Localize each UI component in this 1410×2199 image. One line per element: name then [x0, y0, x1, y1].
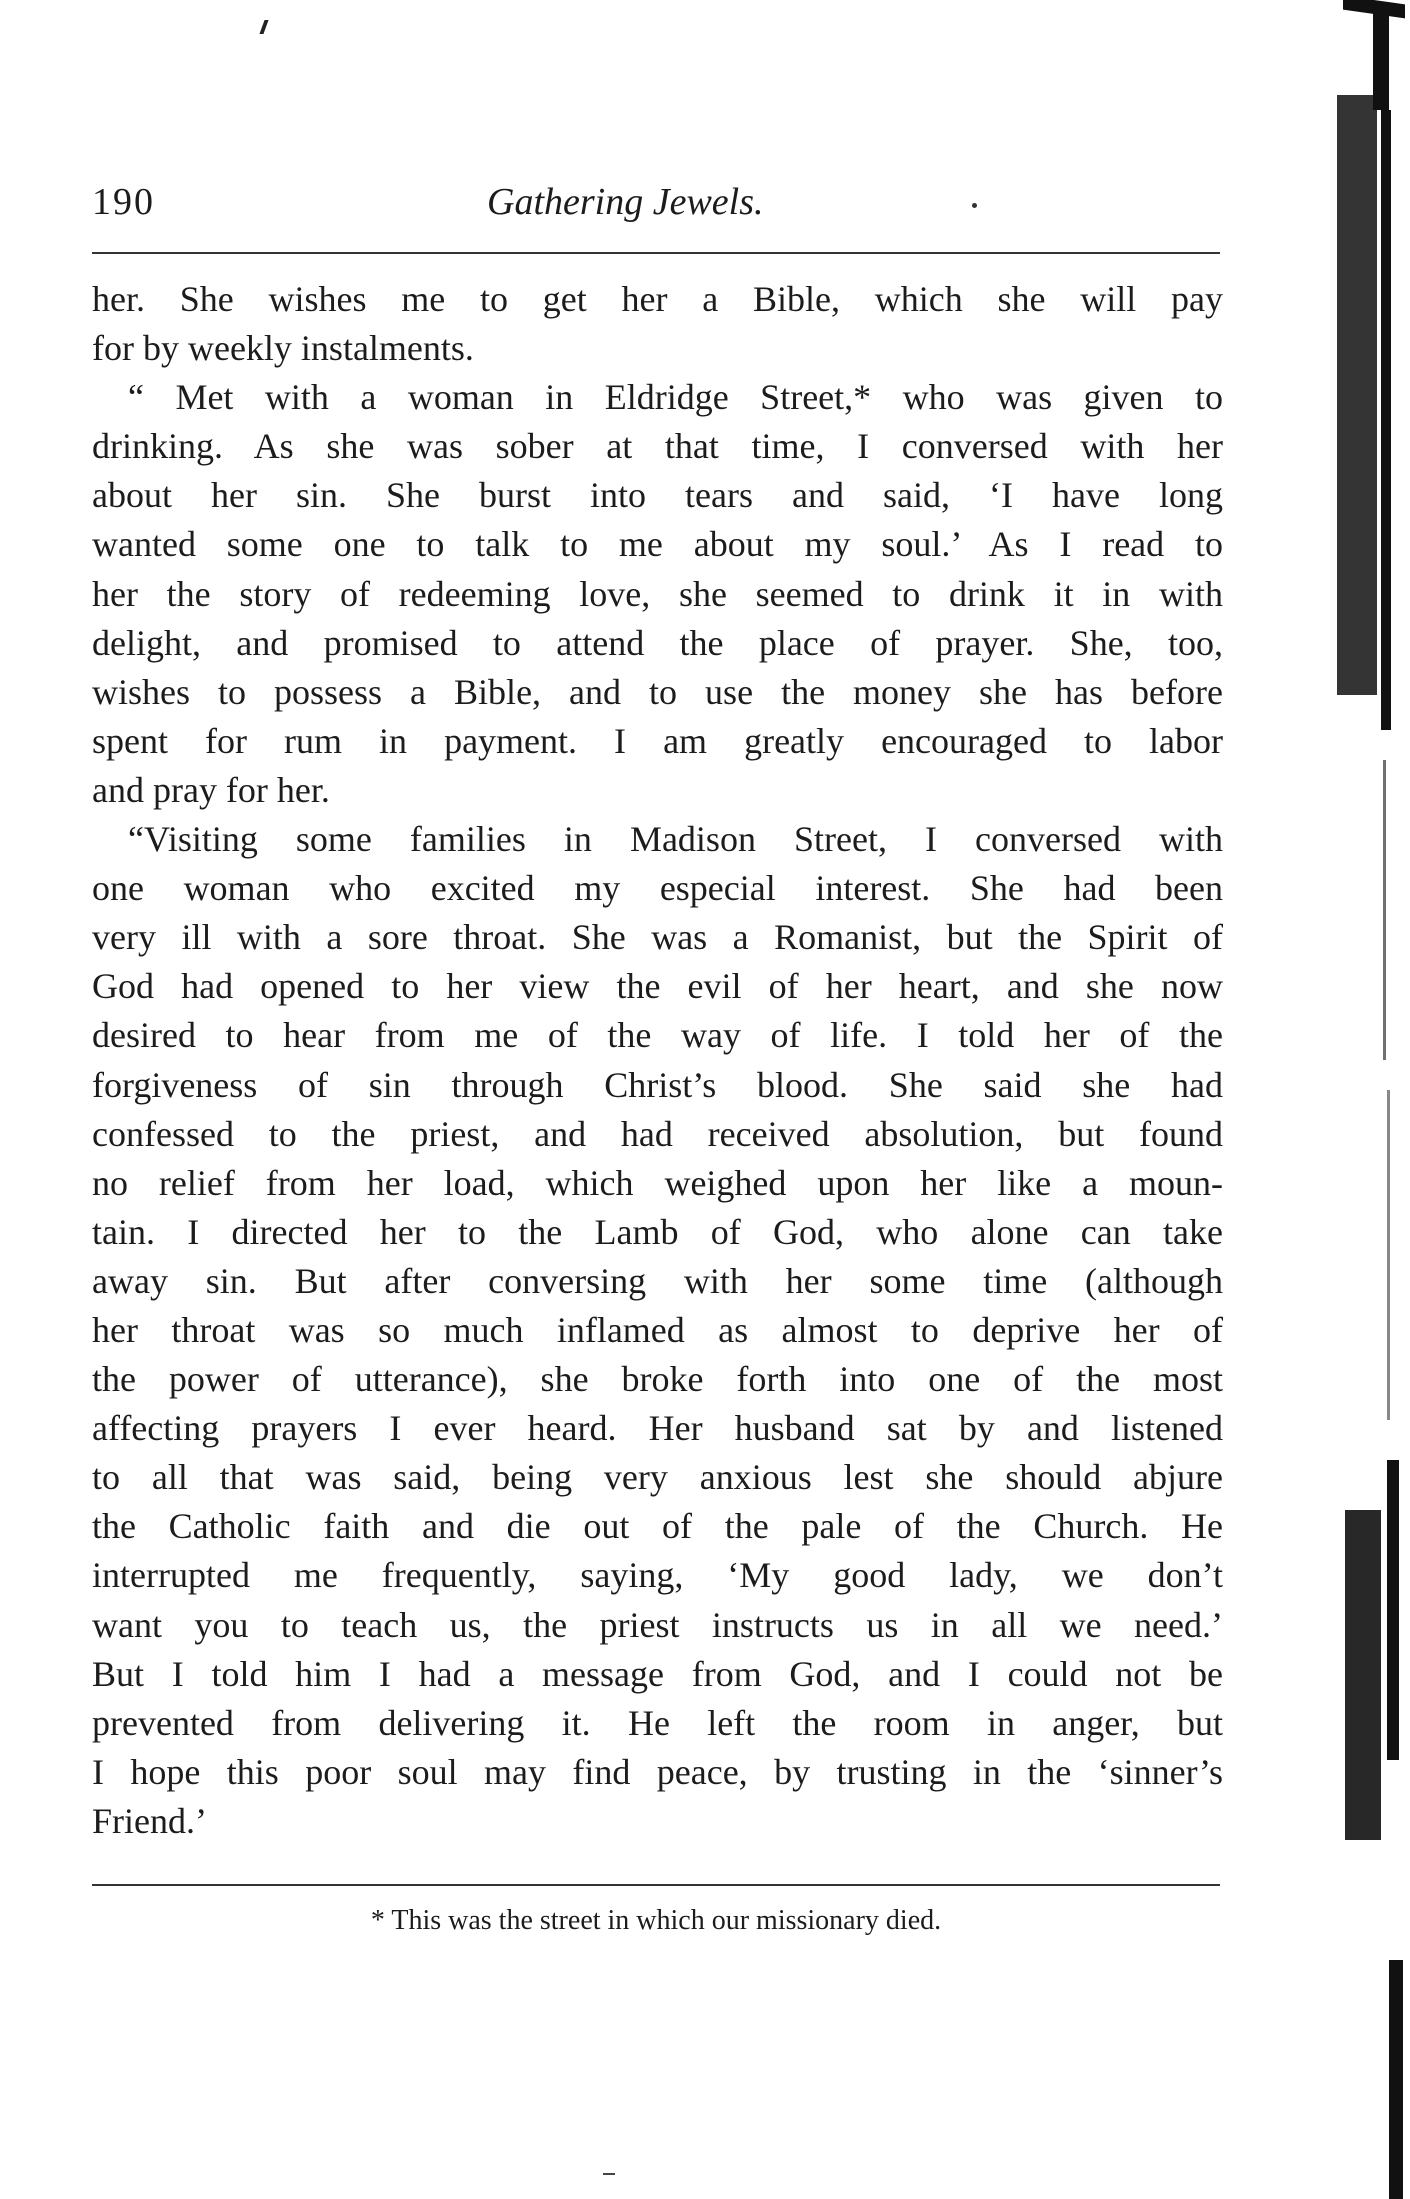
running-title: Gathering Jewels. [487, 181, 764, 223]
text-line: her the story of redeeming love, she seemed to drink it in with [92, 573, 1223, 614]
text-line: affecting prayers I ever heard. Her husband sat by and listened [92, 1408, 1223, 1449]
text-line: for by weekly instalments. [92, 328, 474, 369]
text-line: prevented from delivering it. He left the room in anger, but [92, 1702, 1223, 1743]
text-line: interrupted me frequently, saying, ‘My good lady, we don’t [92, 1555, 1223, 1596]
text-line: one woman who excited my especial interest. She had been [92, 868, 1223, 909]
text-line: God had opened to her view the evil of her heart, and she now [92, 966, 1223, 1007]
text-line: her throat was so much inflamed as almost to deprive her of [92, 1309, 1223, 1350]
text-line: “ Met with a woman in Eldridge Street,* who was given to [128, 377, 1223, 418]
text-line: very ill with a sore throat. She was a Romanist, but the Spirit of [92, 917, 1223, 958]
text-line: spent for rum in payment. I am greatly encouraged to labor [92, 720, 1223, 761]
scan-mark [259, 20, 268, 34]
page-header [92, 180, 1222, 230]
text-line: confessed to the priest, and had received absolution, but found [92, 1113, 1223, 1154]
text-line: Friend.’ [92, 1800, 207, 1841]
header-rule [92, 252, 1220, 254]
text-line: “Visiting some families in Madison Street, I conversed with [128, 819, 1223, 860]
text-line: desired to hear from me of the way of life. I told her of the [92, 1015, 1223, 1056]
text-line: to all that was said, being very anxious lest she should abjure [92, 1457, 1223, 1498]
text-line: no relief from her load, which weighed upon her like a moun- [92, 1162, 1223, 1203]
footnote-rule [92, 1884, 1220, 1886]
text-line: delight, and promised to attend the place of prayer. She, too, [92, 622, 1223, 663]
page-number: 190 [92, 181, 155, 223]
text-line: and pray for her. [92, 769, 330, 810]
text-line: the power of utterance), she broke forth into one of the most [92, 1359, 1223, 1400]
text-line: drinking. As she was sober at that time, I conversed with her [92, 426, 1223, 467]
text-line: wanted some one to talk to me about my soul.’ As I read to [92, 524, 1223, 565]
body-text [92, 275, 1223, 1846]
bottom-mark [603, 2173, 615, 2175]
header-dot [972, 203, 977, 208]
text-line: away sin. But after conversing with her some time (although [92, 1260, 1223, 1301]
binding-edge [1325, 0, 1410, 2199]
text-line: wishes to possess a Bible, and to use the money she has before [92, 671, 1223, 712]
footnote: * This was the street in which our missionary died. [370, 1905, 942, 1936]
text-line: about her sin. She burst into tears and said, ‘I have long [92, 475, 1223, 516]
text-line: forgiveness of sin through Christ’s blood. She said she had [92, 1064, 1223, 1105]
text-line: the Catholic faith and die out of the pale of the Church. He [92, 1506, 1223, 1547]
text-line: But I told him I had a message from God, and I could not be [92, 1653, 1223, 1694]
text-line: her. She wishes me to get her a Bible, which she will pay [92, 279, 1223, 319]
text-line: want you to teach us, the priest instructs us in all we need.’ [92, 1604, 1223, 1645]
text-line: tain. I directed her to the Lamb of God, who alone can take [92, 1211, 1223, 1252]
text-line: I hope this poor soul may find peace, by trusting in the ‘sinner’s [92, 1751, 1223, 1792]
